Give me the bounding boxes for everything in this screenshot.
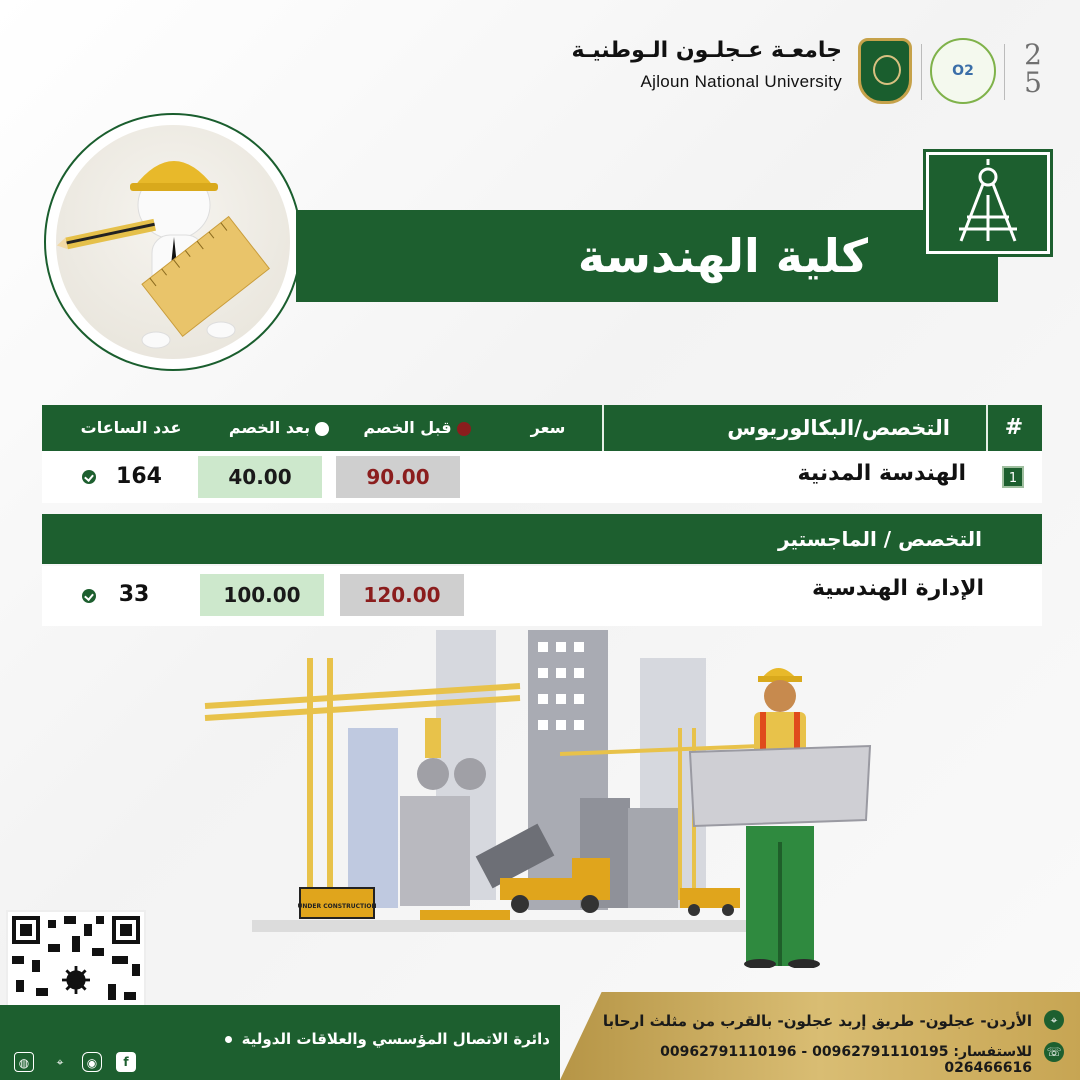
anniversary-logo: [1016, 34, 1050, 104]
header-divider: [986, 405, 988, 451]
university-crest-logo: [858, 38, 912, 104]
o2-program-logo: O2: [930, 38, 996, 104]
check-circle-icon: [315, 422, 329, 436]
svg-text:5: 5: [1024, 66, 1042, 99]
price-before-discount: 120.00: [340, 574, 464, 616]
svg-text:2: 2: [1024, 38, 1042, 71]
logo-divider: [921, 44, 922, 100]
credit-hours: 164: [116, 464, 162, 489]
logo-divider: [1004, 44, 1005, 100]
major-name: الإدارة الهندسية: [811, 576, 984, 601]
header-after-discount: [204, 405, 354, 451]
footer-department: [150, 1030, 550, 1048]
price-before-discount: 90.00: [336, 456, 460, 498]
table-row: [42, 451, 1042, 503]
header-before-label: قبل الخصم: [363, 418, 452, 437]
engineer-figure-illustration: [56, 125, 290, 359]
table-row: [42, 566, 1042, 626]
footer-department-text: دائرة الاتصال المؤسسي والعلاقات الدولية: [241, 1030, 550, 1048]
footer-inquiry-phones: للاستفسار: 00962791110195 - 00962791110196 026466616: [660, 1044, 1032, 1076]
check-circle-icon: [82, 470, 96, 484]
header-number: #: [1004, 415, 1024, 440]
major-name: الهندسة المدنية: [797, 461, 966, 486]
under-construction-sign: UNDER CONSTRUCTION: [297, 903, 377, 910]
footer-address: الأردن- عجلون- طريق إربد عجلون- بالقرب من مثلث ارحابا: [602, 1012, 1032, 1030]
phone-icon: ☏: [1044, 1042, 1064, 1062]
x-circle-icon: [457, 422, 471, 436]
price-after-discount: 100.00: [200, 574, 324, 616]
faculty-title: كلية الهندسة: [577, 229, 868, 283]
compass-drafting-icon: [926, 152, 1050, 254]
header-price-group: سعر: [530, 418, 566, 437]
header-hours: عدد الساعات: [80, 418, 182, 437]
header-after-label: بعد الخصم: [228, 418, 311, 437]
university-name-english: Ajloun National University: [640, 72, 842, 91]
masters-section-header: التخصص / الماجستير: [42, 514, 1042, 564]
header-before-discount: [342, 405, 492, 451]
row-number-badge: 1: [1002, 466, 1024, 488]
location-icon[interactable]: ⌖: [56, 1055, 64, 1069]
bullet-icon: [225, 1036, 232, 1043]
location-pin-icon: ⌖: [1044, 1010, 1064, 1030]
instagram-icon[interactable]: ◉: [82, 1052, 102, 1072]
globe-icon[interactable]: ◍: [14, 1052, 34, 1072]
header-major-bachelor: التخصص/البكالوريوس: [727, 416, 950, 440]
check-circle-icon: [82, 589, 96, 603]
university-name-arabic: جامعـة عـجلـون الـوطنيـة: [571, 38, 842, 63]
credit-hours: 33: [118, 582, 150, 607]
facebook-icon[interactable]: f: [116, 1052, 136, 1072]
engineer-figure-photo: [44, 113, 302, 371]
fees-table-header: [42, 405, 1042, 451]
price-after-discount: 40.00: [198, 456, 322, 498]
header-divider: [602, 405, 604, 451]
construction-illustration: [200, 628, 880, 968]
